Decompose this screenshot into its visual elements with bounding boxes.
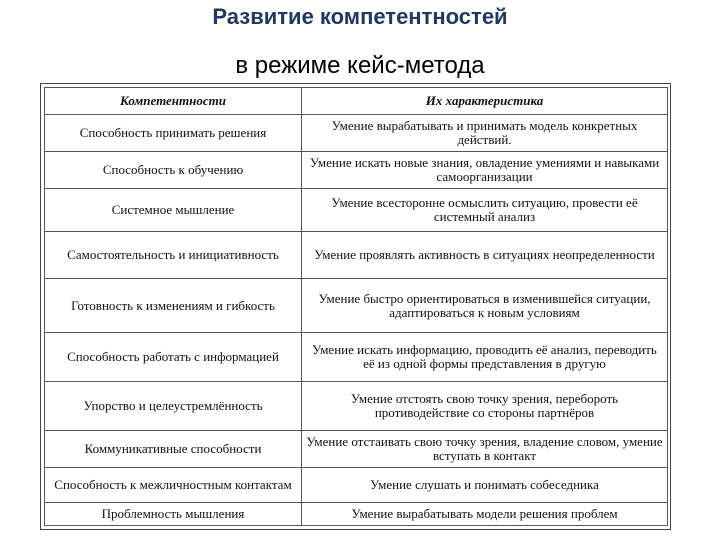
table-row — [45, 382, 668, 431]
header-competence: Компетентности — [45, 88, 302, 115]
description-cell: Умение отстаивать свою точку зрения, владение словом, умение вступать в контакт — [302, 431, 668, 468]
competence-table — [44, 87, 668, 526]
table-header-row — [45, 88, 668, 115]
competence-cell: Системное мышление — [45, 188, 302, 231]
table-row — [45, 188, 668, 231]
competence-cell: Проблемность мышления — [45, 503, 302, 526]
header-description: Их характеристика — [302, 88, 668, 115]
page-subtitle: в режиме кейс-метода — [235, 52, 485, 79]
table-row — [45, 279, 668, 332]
competence-cell: Способность принимать решения — [45, 115, 302, 152]
description-cell: Умение всесторонне осмыслить ситуацию, провести её системный анализ — [302, 188, 668, 231]
description-cell: Умение отстоять свою точку зрения, перебороть противодействие со стороны партнёров — [302, 382, 668, 431]
description-cell: Умение быстро ориентироваться в изменившейся ситуации, адаптироваться к новым условиям — [302, 279, 668, 332]
competence-cell: Коммуникативные способности — [45, 431, 302, 468]
table-row — [45, 115, 668, 152]
description-cell: Умение вырабатывать и принимать модель конкретных действий. — [302, 115, 668, 152]
table-row — [45, 332, 668, 381]
competence-cell: Упорство и целеустремлённость — [45, 382, 302, 431]
description-cell: Умение искать информацию, проводить её анализ, переводить её из одной формы представления в другую — [302, 332, 668, 381]
description-cell: Умение слушать и понимать собеседника — [302, 468, 668, 503]
table-frame — [40, 83, 671, 530]
competence-cell: Готовность к изменениям и гибкость — [45, 279, 302, 332]
page-title: Развитие компетентностей — [212, 4, 508, 29]
table-row — [45, 431, 668, 468]
description-cell: Умение вырабатывать модели решения проблем — [302, 503, 668, 526]
table-row — [45, 232, 668, 279]
description-cell: Умение искать новые знания, овладение умениями и навыками самоорганизации — [302, 151, 668, 188]
table-row — [45, 468, 668, 503]
description-cell: Умение проявлять активность в ситуациях неопределенности — [302, 232, 668, 279]
table-row — [45, 503, 668, 526]
competence-cell: Самостоятельность и инициативность — [45, 232, 302, 279]
table-row — [45, 151, 668, 188]
competence-cell: Способность к обучению — [45, 151, 302, 188]
competence-cell: Способность к межличностным контактам — [45, 468, 302, 503]
competence-cell: Способность работать с информацией — [45, 332, 302, 381]
